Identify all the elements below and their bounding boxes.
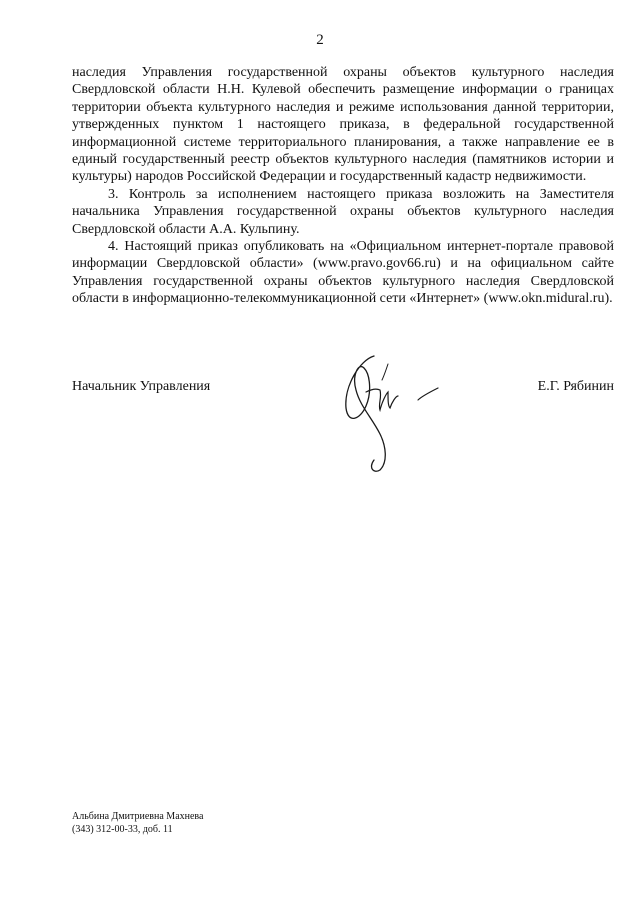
author-name: Альбина Дмитриевна Махнева — [72, 811, 204, 822]
author-phone: (343) 312-00-33, доб. 11 — [72, 824, 173, 835]
handwritten-signature — [330, 346, 460, 476]
paragraph-item-4: 4. Настоящий приказ опубликовать на «Официальном интернет-портале правовой информации Свердловской области» (www.pravo.gov66.ru) и на официальном сайте Управления государственной охраны объектов культурного наследия Свердловской области в информационно-телекоммуникационной сети «Интернет» (www.okn.midural.ru). — [72, 239, 614, 307]
signer-name: Е.Г. Рябинин — [537, 379, 614, 394]
paragraph-item-3: 3. Контроль за исполнением настоящего приказа возложить на Заместителя начальника Управления государственной охраны объектов культурного наследия Свердловской области А.А. Кульпину. — [72, 186, 614, 237]
position-title: Начальник Управления — [72, 379, 211, 394]
paragraph-continuation: наследия Управления государственной охраны объектов культурного наследия Свердловской области Н.Н. Кулевой обеспечить размещение информации о границах территории объекта культурного наследия и режиме использования данной территории, утвержденных пунктом 1 настоящего приказа, в федеральной государственной информационной системе территориального планирования, а также направление ее в единый государственный реестр объектов культурного наследия (памятников истории и культуры) народов Российской Федерации и государственный кадастр недвижимости. — [72, 65, 614, 185]
footer-contact — [72, 810, 203, 836]
document-body — [72, 64, 614, 308]
page-number: 2 — [316, 32, 324, 48]
